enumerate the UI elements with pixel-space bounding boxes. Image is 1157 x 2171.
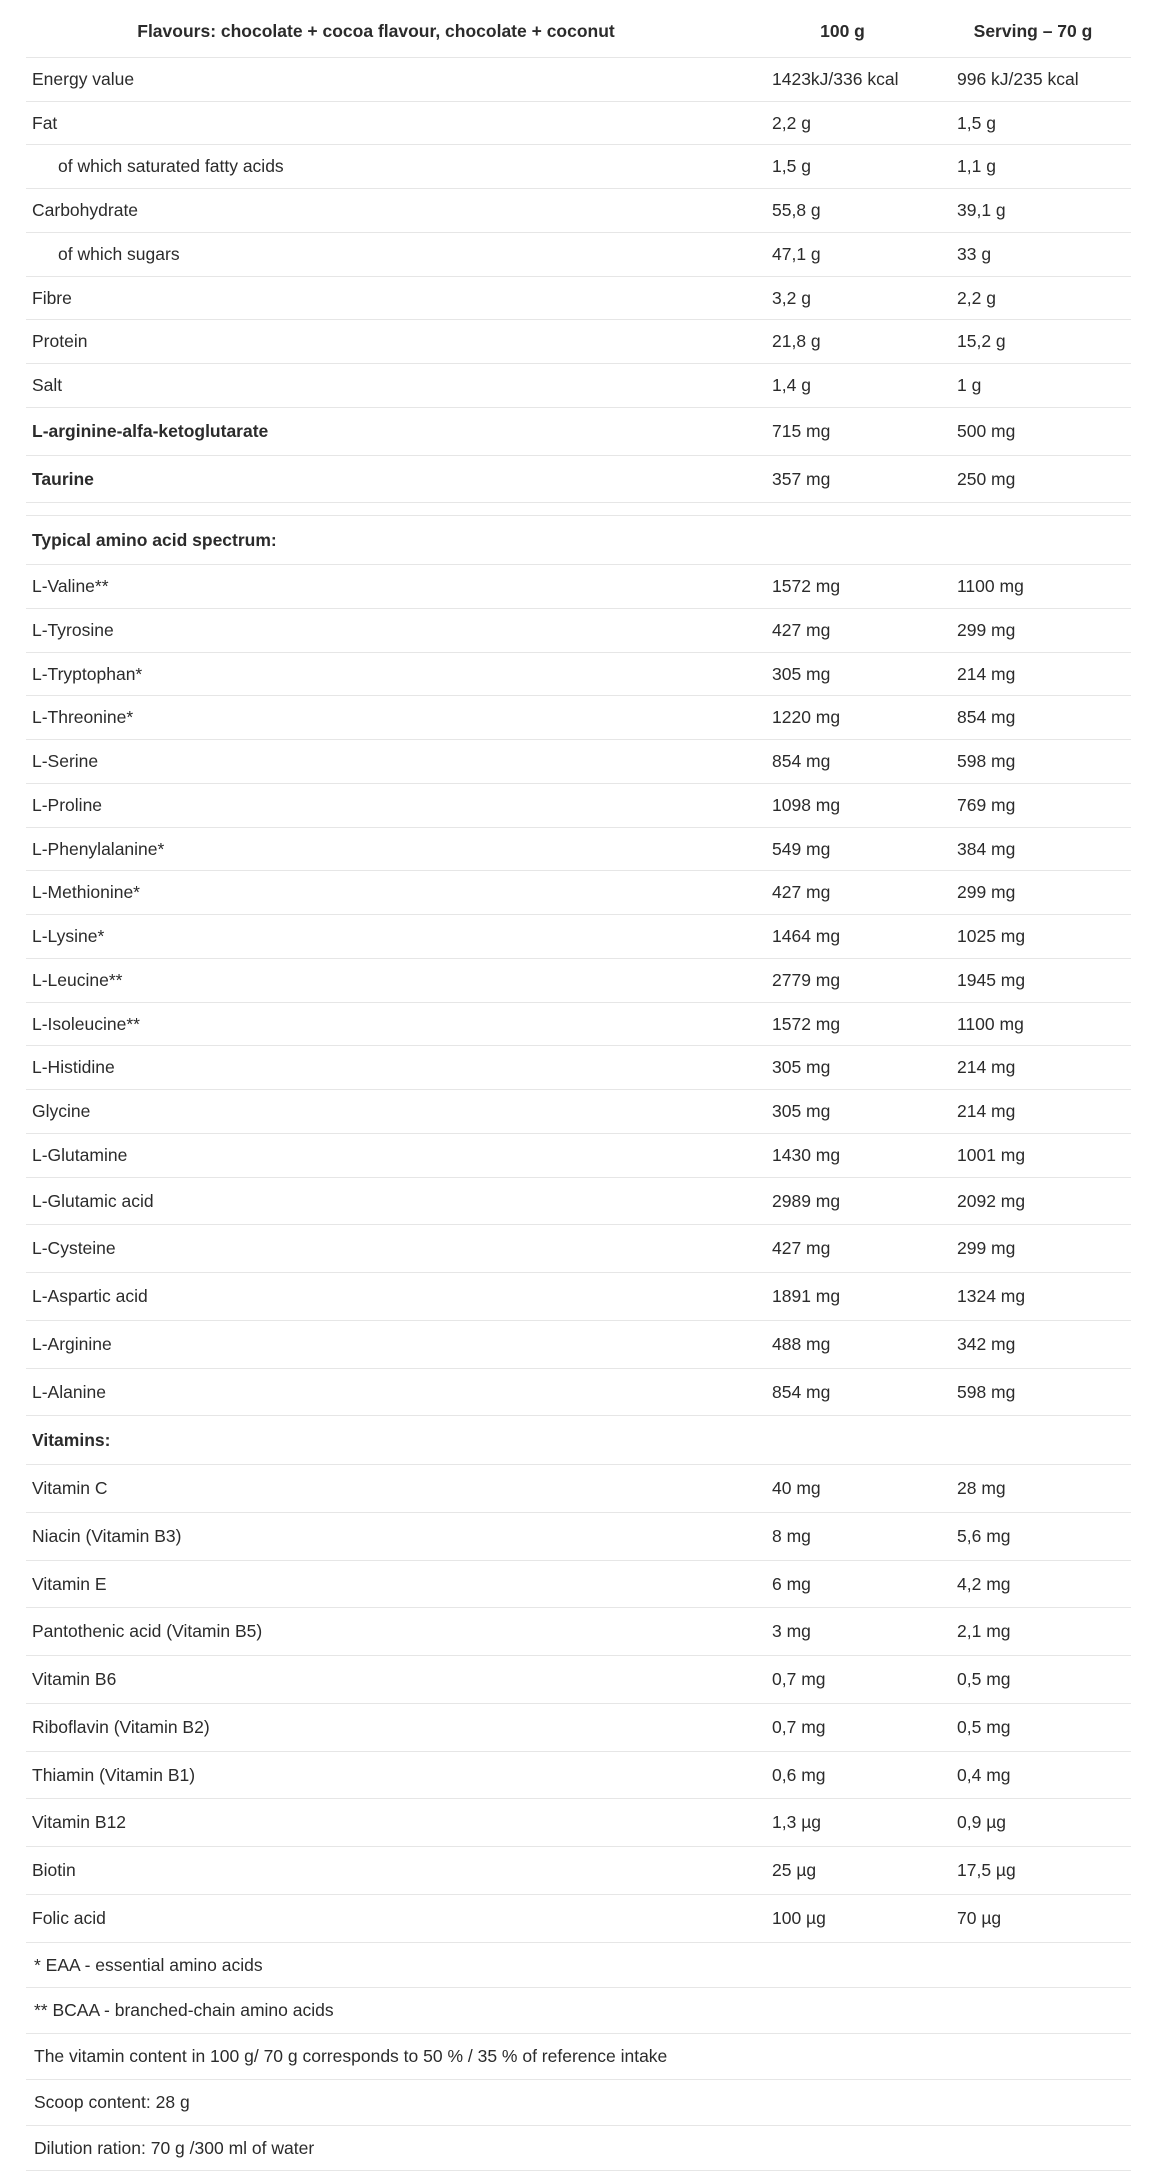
row-value-100g: 1572 mg xyxy=(772,1013,841,1034)
footnote-text: ** BCAA - branched-chain amino acids xyxy=(34,2000,334,2021)
row-label: of which sugars xyxy=(58,243,180,264)
table-row xyxy=(26,696,1131,740)
row-label: L-Tyrosine xyxy=(32,619,114,640)
table-row xyxy=(26,1465,1131,1513)
table-row xyxy=(26,608,1131,652)
row-label: Energy value xyxy=(32,68,135,89)
row-value-100g: 1572 mg xyxy=(772,576,841,596)
row-value-100g: 427 mg xyxy=(772,1238,831,1259)
row-value-serving: 769 mg xyxy=(957,794,1016,815)
row-value-100g: 549 mg xyxy=(772,838,831,859)
row-value-100g: 357 mg xyxy=(772,468,831,489)
footnote-row xyxy=(26,2125,1131,2171)
row-label: Vitamin B12 xyxy=(32,1812,127,1833)
row-label: L-Isoleucine** xyxy=(32,1013,140,1034)
footnotes-body xyxy=(26,1942,1131,2171)
row-value-100g: 1,3 µg xyxy=(772,1812,822,1833)
row-value-serving: 214 mg xyxy=(957,663,1016,684)
table-row xyxy=(26,232,1131,276)
table-row xyxy=(26,783,1131,827)
table-row xyxy=(26,565,1131,609)
table-row xyxy=(26,1608,1131,1656)
row-value-serving: 0,9 µg xyxy=(957,1812,1007,1833)
row-value-serving: 4,2 mg xyxy=(957,1573,1011,1594)
row-value-serving: 0,4 mg xyxy=(957,1764,1011,1785)
table-row xyxy=(26,1133,1131,1177)
row-value-serving: 1,5 g xyxy=(957,112,996,133)
row-value-100g: 47,1 g xyxy=(772,243,821,264)
row-value-serving: 1025 mg xyxy=(957,926,1026,946)
row-value-serving: 854 mg xyxy=(957,707,1016,728)
row-value-100g: 1,5 g xyxy=(772,156,811,177)
row-value-100g: 6 mg xyxy=(772,1573,811,1594)
row-label: L-arginine-alfa-ketoglutarate xyxy=(32,420,269,441)
row-label: Salt xyxy=(32,375,63,395)
footnote-text: Scoop content: 28 g xyxy=(34,2091,190,2112)
table-row xyxy=(26,1751,1131,1799)
row-value-100g: 305 mg xyxy=(772,663,831,684)
row-label: L-Alanine xyxy=(32,1381,106,1402)
row-value-serving: 15,2 g xyxy=(957,331,1006,352)
row-value-serving: 2,2 g xyxy=(957,287,996,308)
header-flavours: Flavours: chocolate + cocoa flavour, chocolate + coconut xyxy=(137,21,615,41)
footnote-text: * EAA - essential amino acids xyxy=(34,1954,263,1975)
table-row xyxy=(26,1090,1131,1134)
row-value-100g: 1220 mg xyxy=(772,707,841,728)
table-row xyxy=(26,364,1131,408)
table-row xyxy=(26,189,1131,233)
row-value-serving: 996 kJ/235 kcal xyxy=(957,68,1079,89)
table-row xyxy=(26,1703,1131,1751)
table-row xyxy=(26,1225,1131,1273)
row-value-100g: 1430 mg xyxy=(772,1144,841,1165)
table-row xyxy=(26,915,1131,959)
row-value-100g: 2989 mg xyxy=(772,1190,841,1211)
row-value-serving: 1,1 g xyxy=(957,156,996,177)
table-row xyxy=(26,1560,1131,1608)
row-value-100g: 427 mg xyxy=(772,882,831,903)
row-label: L-Valine** xyxy=(32,576,109,596)
table-row xyxy=(26,145,1131,189)
row-label: of which saturated fatty acids xyxy=(58,156,284,177)
row-label: L-Lysine* xyxy=(32,926,105,946)
row-value-100g: 100 µg xyxy=(772,1907,826,1928)
table-row xyxy=(26,1177,1131,1225)
table-row xyxy=(26,276,1131,320)
amino-acids-body xyxy=(26,565,1131,1465)
row-value-serving: 0,5 mg xyxy=(957,1669,1011,1689)
amino-section-header xyxy=(26,516,1131,565)
row-value-serving: 2,1 mg xyxy=(957,1621,1011,1642)
vitamins-body xyxy=(26,1465,1131,1943)
row-value-100g: 1891 mg xyxy=(772,1286,841,1306)
table-row xyxy=(26,652,1131,696)
row-label: L-Serine xyxy=(32,751,99,771)
row-value-serving: 2092 mg xyxy=(957,1190,1026,1211)
header-col-serving: Serving – 70 g xyxy=(973,21,1093,41)
row-label: Vitamin C xyxy=(32,1478,108,1498)
row-label: L-Threonine* xyxy=(32,707,134,728)
section-title: Vitamins: xyxy=(32,1430,111,1451)
row-value-100g: 854 mg xyxy=(772,751,831,771)
table-row xyxy=(26,827,1131,871)
row-value-serving: 39,1 g xyxy=(957,200,1006,220)
row-label: L-Histidine xyxy=(32,1057,115,1078)
row-label: Fibre xyxy=(32,287,72,308)
row-value-100g: 2,2 g xyxy=(772,112,811,133)
row-value-100g: 1098 mg xyxy=(772,794,841,815)
row-value-100g: 0,6 mg xyxy=(772,1764,826,1785)
row-label: Vitamin E xyxy=(32,1573,107,1594)
table-header-row xyxy=(26,14,1131,57)
row-value-serving: 214 mg xyxy=(957,1057,1016,1078)
row-label: L-Cysteine xyxy=(32,1238,116,1259)
row-value-serving: 342 mg xyxy=(957,1333,1016,1354)
table-row xyxy=(26,740,1131,784)
table-row xyxy=(26,407,1131,455)
basic-nutrition-body xyxy=(26,57,1131,564)
row-value-100g: 1464 mg xyxy=(772,926,841,946)
table-row xyxy=(26,57,1131,101)
footnote-text: The vitamin content in 100 g/ 70 g corresponds to 50 % / 35 % of reference intake xyxy=(34,2046,668,2066)
row-value-serving: 299 mg xyxy=(957,882,1016,903)
row-value-100g: 40 mg xyxy=(772,1478,821,1498)
footnote-row xyxy=(26,2034,1131,2080)
row-value-100g: 25 µg xyxy=(772,1860,817,1880)
row-value-serving: 28 mg xyxy=(957,1478,1006,1498)
table-row xyxy=(26,958,1131,1002)
section-title: Typical amino acid spectrum: xyxy=(32,530,277,551)
nutrition-table xyxy=(26,14,1131,2171)
row-value-100g: 3,2 g xyxy=(772,287,811,308)
row-label: L-Tryptophan* xyxy=(32,663,143,684)
row-value-serving: 214 mg xyxy=(957,1101,1016,1121)
row-value-serving: 500 mg xyxy=(957,420,1016,441)
row-label: L-Glutamine xyxy=(32,1144,128,1165)
row-value-serving: 0,5 mg xyxy=(957,1716,1011,1737)
row-value-100g: 55,8 g xyxy=(772,200,821,220)
row-label: Protein xyxy=(32,331,88,352)
row-value-serving: 1324 mg xyxy=(957,1286,1026,1306)
row-label: Thiamin (Vitamin B1) xyxy=(32,1764,196,1785)
row-label: Pantothenic acid (Vitamin B5) xyxy=(32,1621,263,1642)
row-value-serving: 1100 mg xyxy=(957,576,1024,596)
row-label: Riboflavin (Vitamin B2) xyxy=(32,1716,210,1737)
table-row xyxy=(26,1273,1131,1321)
table-row xyxy=(26,1002,1131,1046)
table-row xyxy=(26,1799,1131,1847)
table-row xyxy=(26,1512,1131,1560)
row-label: Vitamin B6 xyxy=(32,1669,117,1689)
footnote-row xyxy=(26,1942,1131,1988)
vitamins-section-header xyxy=(26,1416,1131,1465)
row-value-serving: 598 mg xyxy=(957,751,1016,771)
table-row xyxy=(26,1046,1131,1090)
row-label: Biotin xyxy=(32,1860,76,1880)
row-value-serving: 299 mg xyxy=(957,1238,1016,1259)
row-value-serving: 70 µg xyxy=(957,1907,1002,1928)
table-row xyxy=(26,871,1131,915)
section-spacer xyxy=(26,503,1131,516)
row-label: L-Phenylalanine* xyxy=(32,838,165,859)
row-value-100g: 854 mg xyxy=(772,1381,831,1402)
row-label: L-Proline xyxy=(32,794,103,815)
row-value-100g: 3 mg xyxy=(772,1621,811,1642)
row-value-serving: 384 mg xyxy=(957,838,1016,859)
row-value-serving: 250 mg xyxy=(957,468,1016,489)
table-row xyxy=(26,1656,1131,1704)
row-label: L-Aspartic acid xyxy=(32,1286,148,1306)
row-value-serving: 1945 mg xyxy=(957,969,1026,990)
row-value-100g: 0,7 mg xyxy=(772,1716,826,1737)
row-value-100g: 305 mg xyxy=(772,1101,831,1121)
row-label: L-Arginine xyxy=(32,1333,112,1354)
row-value-serving: 17,5 µg xyxy=(957,1860,1016,1880)
row-value-serving: 1 g xyxy=(957,375,982,395)
row-label: L-Leucine** xyxy=(32,969,123,990)
row-label: Folic acid xyxy=(32,1907,106,1928)
row-label: L-Methionine* xyxy=(32,882,140,903)
row-value-100g: 715 mg xyxy=(772,420,831,441)
row-value-100g: 1,4 g xyxy=(772,375,811,395)
table-row xyxy=(26,1368,1131,1416)
row-value-100g: 2779 mg xyxy=(772,969,841,990)
row-value-serving: 1100 mg xyxy=(957,1013,1024,1034)
table-row xyxy=(26,1320,1131,1368)
table-row xyxy=(26,101,1131,145)
footnote-text: Dilution ration: 70 g /300 ml of water xyxy=(34,2137,315,2158)
row-value-serving: 299 mg xyxy=(957,619,1016,640)
row-value-100g: 1423kJ/336 kcal xyxy=(772,68,899,89)
row-value-serving: 5,6 mg xyxy=(957,1525,1011,1546)
row-label: Carbohydrate xyxy=(32,200,139,220)
row-label: Taurine xyxy=(32,468,94,489)
row-label: Niacin (Vitamin B3) xyxy=(32,1525,182,1546)
row-value-serving: 33 g xyxy=(957,243,992,264)
header-col-100g: 100 g xyxy=(820,21,865,41)
table-row xyxy=(26,1847,1131,1895)
row-label: L-Glutamic acid xyxy=(32,1190,154,1211)
row-value-100g: 8 mg xyxy=(772,1525,811,1546)
table-row xyxy=(26,320,1131,364)
table-row xyxy=(26,1894,1131,1942)
table-row xyxy=(26,455,1131,503)
footnote-row xyxy=(26,2079,1131,2125)
row-label: Fat xyxy=(32,112,58,133)
row-value-100g: 0,7 mg xyxy=(772,1669,826,1689)
footnote-row xyxy=(26,1988,1131,2034)
row-value-100g: 488 mg xyxy=(772,1333,831,1354)
row-value-serving: 598 mg xyxy=(957,1381,1016,1402)
row-value-100g: 21,8 g xyxy=(772,331,821,352)
row-value-serving: 1001 mg xyxy=(957,1144,1026,1165)
row-value-100g: 427 mg xyxy=(772,619,831,640)
row-label: Glycine xyxy=(32,1101,91,1121)
row-value-100g: 305 mg xyxy=(772,1057,831,1078)
